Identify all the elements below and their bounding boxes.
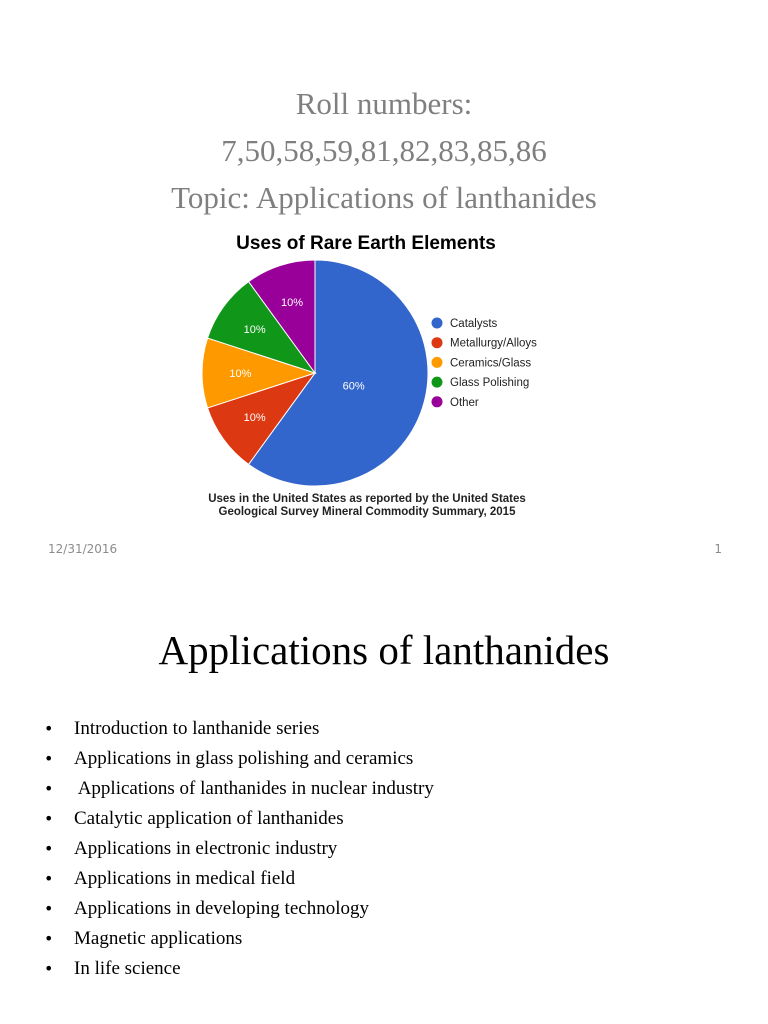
- bullet-text: In life science: [74, 958, 181, 979]
- bullet-text: Applications of lanthanides in nuclear industry: [74, 778, 434, 799]
- roll-numbers-label: Roll numbers:: [295, 86, 473, 121]
- bullet-icon: •: [44, 839, 54, 858]
- bullet-icon: •: [44, 959, 54, 978]
- chart-caption-line-2: Geological Survey Mineral Commodity Summary, 2015: [218, 506, 516, 518]
- bullet-icon: •: [44, 749, 54, 768]
- bullet-text: Applications in glass polishing and ceramics: [74, 748, 414, 769]
- slice-value-label: 60%: [342, 380, 365, 393]
- legend-swatch: [432, 357, 443, 368]
- legend-swatch: [432, 396, 443, 407]
- chart-title: Uses of Rare Earth Elements: [236, 233, 496, 254]
- legend-label: Metallurgy/Alloys: [450, 337, 537, 350]
- legend-label: Glass Polishing: [450, 377, 530, 390]
- slide-heading: Applications of lanthanides: [158, 627, 610, 673]
- legend-swatch: [432, 318, 443, 329]
- slide-number: 1: [714, 542, 722, 556]
- bullet-text: Catalytic application of lanthanides: [74, 808, 344, 829]
- slice-value-label: 10%: [280, 297, 304, 310]
- bullet-icon: •: [44, 779, 54, 798]
- chart-legend: [432, 318, 538, 409]
- legend-label: Catalysts: [450, 318, 498, 330]
- legend-swatch: [432, 337, 443, 348]
- slice-value-label: 10%: [229, 368, 252, 380]
- bullet-icon: •: [44, 929, 54, 948]
- bullet-text: Magnetic applications: [74, 928, 243, 949]
- legend-swatch: [432, 377, 443, 388]
- bullet-icon: •: [44, 899, 54, 918]
- slice-value-label: 10%: [243, 411, 266, 424]
- bullet-text: Applications in electronic industry: [74, 838, 338, 859]
- bullet-text: Applications in developing technology: [74, 898, 369, 919]
- pie-chart: [196, 228, 576, 520]
- slice-value-label: 10%: [243, 324, 266, 337]
- bullet-text: Applications in medical field: [74, 868, 296, 889]
- bullet-icon: •: [44, 719, 54, 738]
- bullet-text: Introduction to lanthanide series: [74, 718, 320, 739]
- bullet-icon: •: [44, 809, 54, 828]
- topic-line: Topic: Applications of lanthanides: [171, 180, 597, 215]
- chart-caption-line-1: Uses in the United States as reported by the United States: [208, 493, 526, 505]
- legend-label: Other: [450, 396, 479, 409]
- legend-label: Ceramics/Glass: [450, 357, 532, 370]
- roll-numbers-list: 7,50,58,59,81,82,83,85,86: [221, 133, 547, 168]
- slide-date: 12/31/2016: [48, 542, 118, 556]
- bullet-icon: •: [44, 869, 54, 888]
- slide-2: [0, 572, 768, 1024]
